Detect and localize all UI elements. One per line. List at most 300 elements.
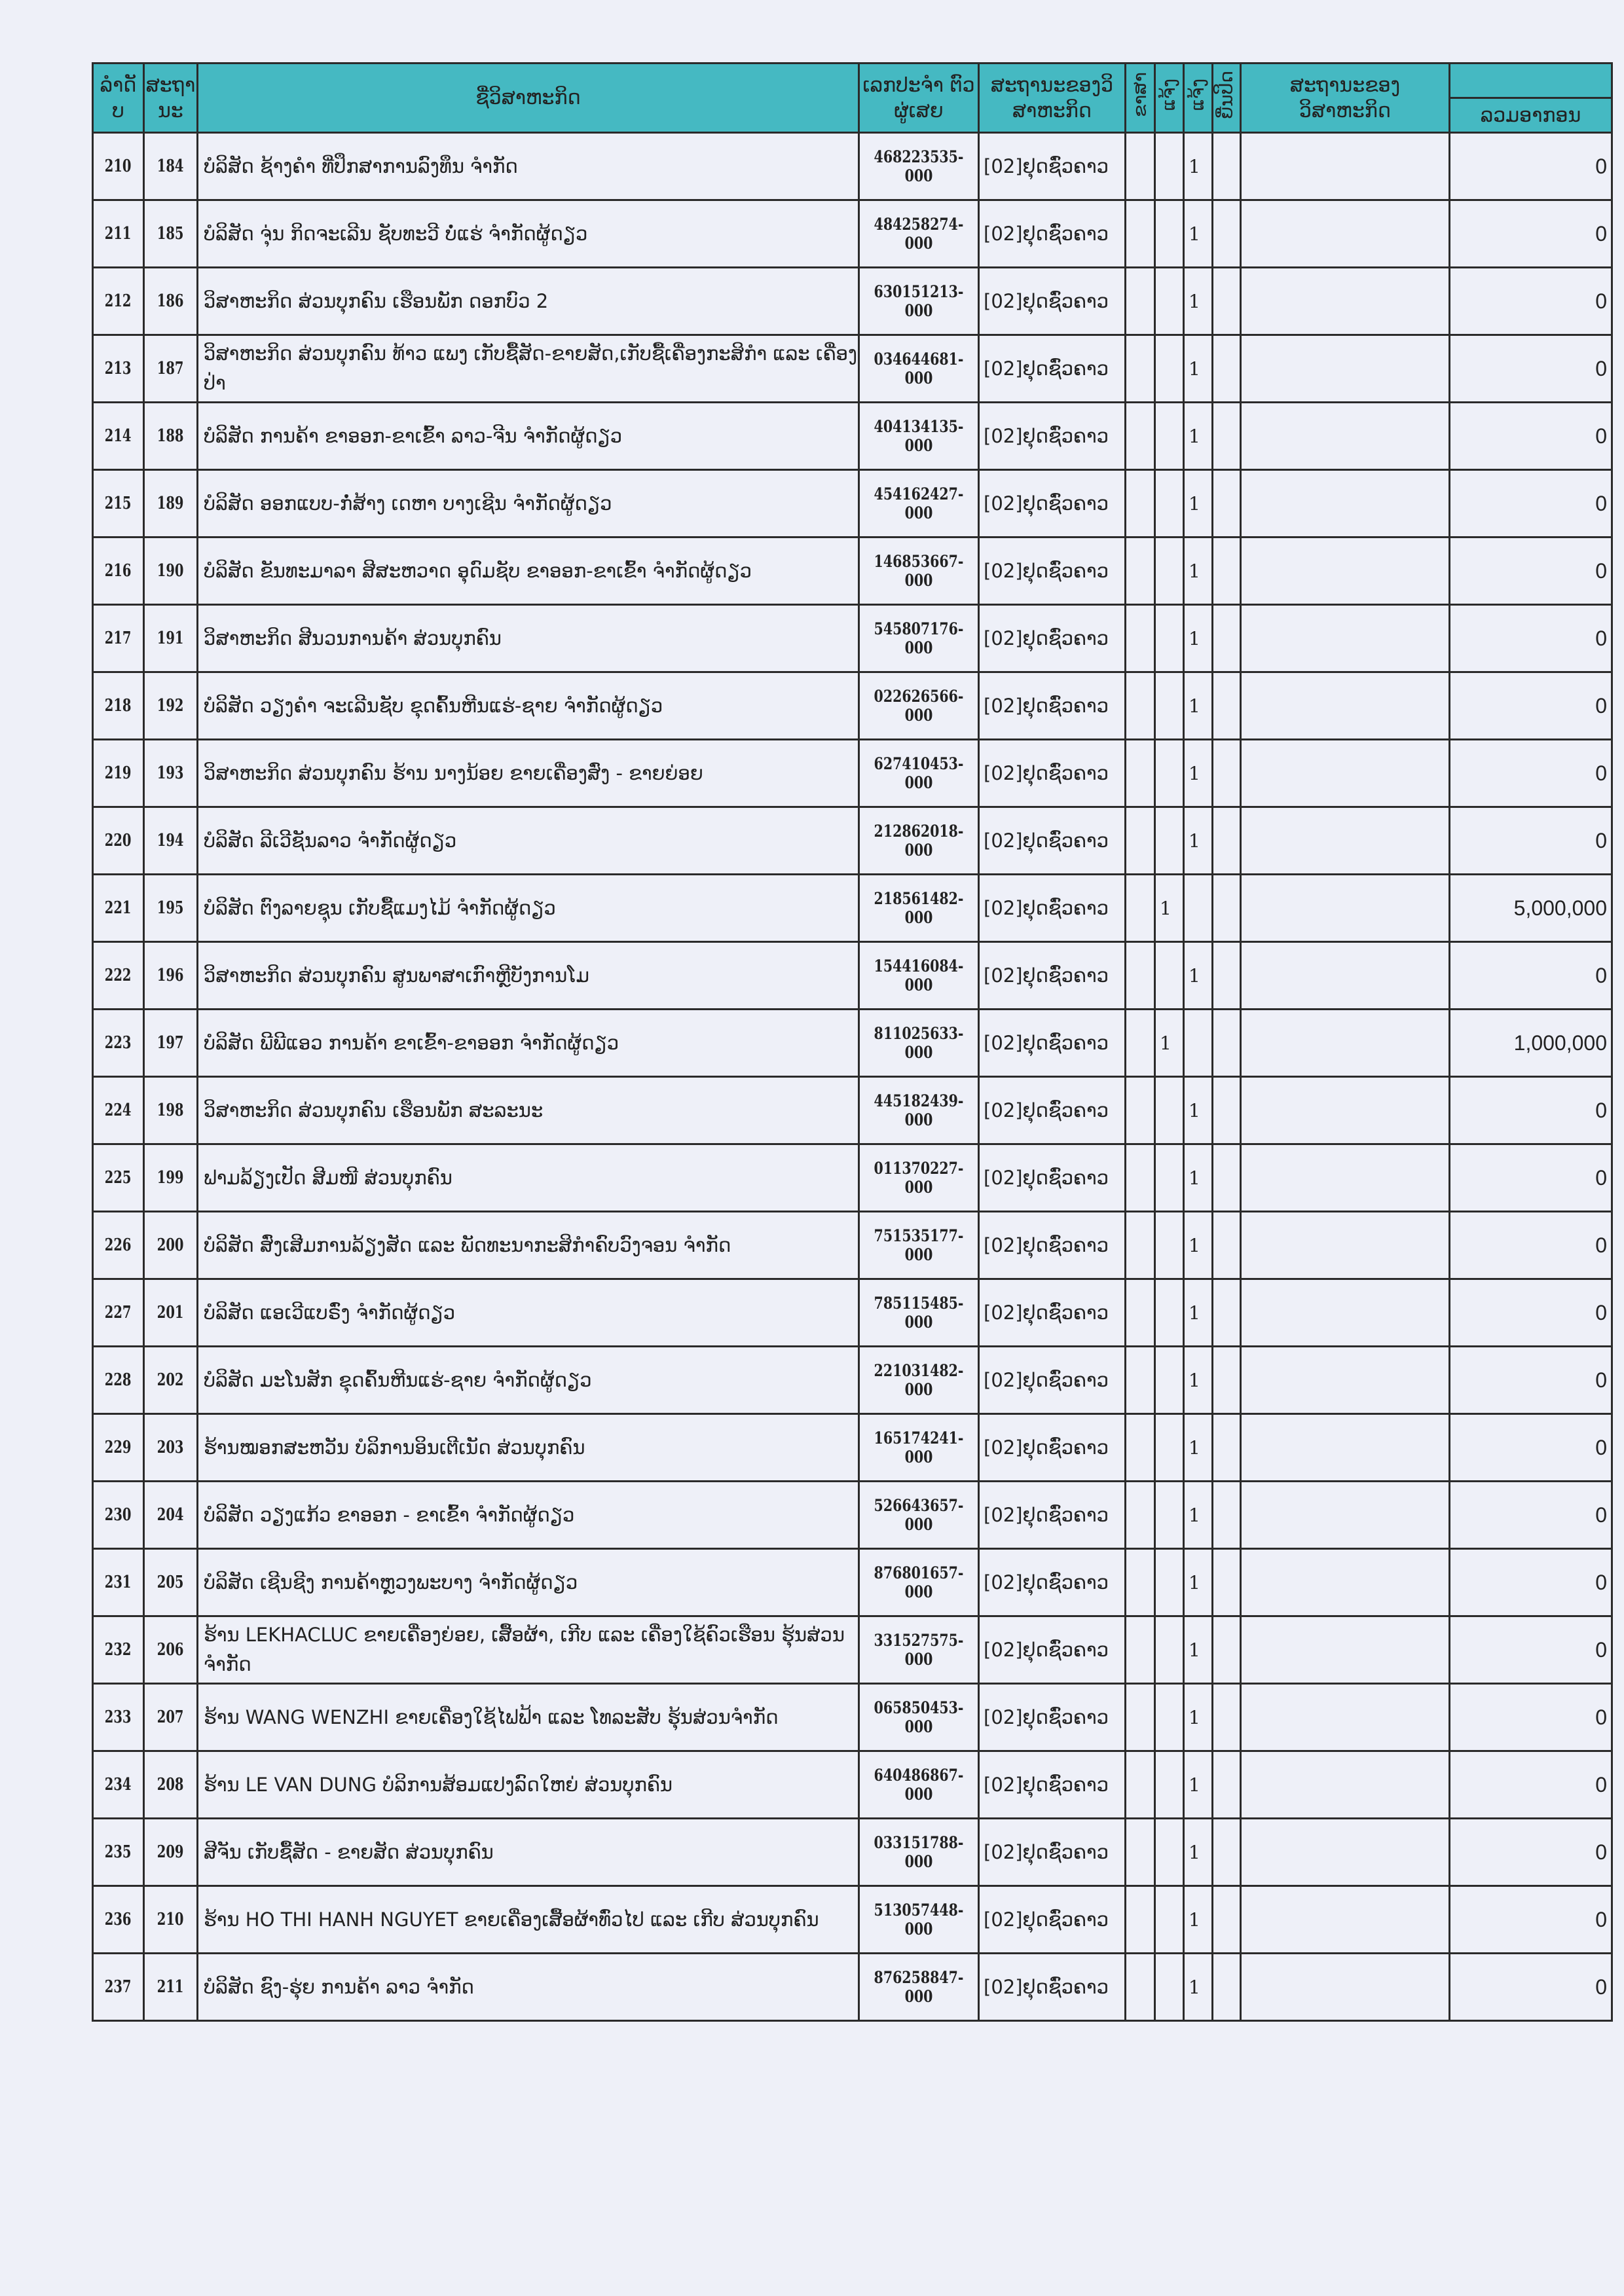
order-cell-text: 222 [105, 966, 132, 985]
status-no-cell [144, 1347, 198, 1414]
order-cell [93, 1279, 144, 1347]
biz-state-cell [1241, 538, 1450, 605]
company-name-cell: ບໍລິສັດ ການຄ້າ ຂາອອກ-ຂາເຂົ້າ ລາວ-ຈີນ ຈຳກັດຜູ້ດຽວ [198, 403, 859, 470]
order-cell [93, 672, 144, 740]
flag-v3-cell: 1 [1184, 268, 1213, 335]
flag-v3-cell: 1 [1184, 1549, 1213, 1616]
flag-v2-cell [1155, 942, 1184, 1010]
flag-v1-cell [1126, 1819, 1155, 1886]
tax-id-cell [859, 1347, 979, 1414]
flag-v3-cell: 1 [1184, 1616, 1213, 1684]
table-row [93, 875, 1612, 942]
table-row [93, 538, 1612, 605]
biz-status-cell: [02]ຢຸດຊົ່ວຄາວ [979, 470, 1126, 538]
tax-amount-cell: 0 [1450, 672, 1612, 740]
tax-id-cell [859, 1616, 979, 1684]
company-name-cell: ບໍລິສັດ ຕົງລາຍຊຸນ ເກັບຊື້ແມງໄມ້ ຈຳກັດຜູ້ດຽວ [198, 875, 859, 942]
header-biz-state: ສະຖານະຂອງ ວິສາຫະກິດ [1241, 64, 1450, 133]
biz-status-cell: [02]ຢຸດຊົ່ວຄາວ [979, 740, 1126, 807]
flag-v3-cell: 1 [1184, 1279, 1213, 1347]
status-no-cell [144, 1279, 198, 1347]
tax-id-cell [859, 268, 979, 335]
flag-v1-cell [1126, 1684, 1155, 1751]
order-cell-text: 225 [105, 1168, 132, 1188]
order-cell [93, 133, 144, 200]
flag-v1-cell [1126, 1347, 1155, 1414]
flag-v4-cell [1213, 672, 1241, 740]
biz-status-cell: [02]ຢຸດຊົ່ວຄາວ [979, 1751, 1126, 1819]
status-no-cell-text: 191 [157, 629, 184, 648]
table-row [93, 335, 1612, 403]
biz-state-cell [1241, 740, 1450, 807]
status-no-cell-text: 202 [157, 1370, 184, 1390]
header-v2 [1155, 64, 1184, 133]
order-cell [93, 200, 144, 268]
flag-v4-cell [1213, 1279, 1241, 1347]
tax-id-cell-text: 212862018-000 [874, 822, 964, 860]
flag-v1-cell [1126, 1414, 1155, 1482]
flag-v4-cell [1213, 1886, 1241, 1954]
flag-v1-cell [1126, 1954, 1155, 2021]
flag-v1-cell [1126, 875, 1155, 942]
order-cell-text: 212 [105, 291, 132, 311]
status-no-cell [144, 1077, 198, 1144]
order-cell [93, 1144, 144, 1212]
company-name-cell: ຮ້ານ HO THI HANH NGUYET ຂາຍເຄື່ອງເສື້ອຜ້າທົ່ວໄປ ແລະ ເກີບ ສ່ວນບຸກຄົນ [198, 1886, 859, 1954]
flag-v4-cell [1213, 1549, 1241, 1616]
biz-status-cell: [02]ຢຸດຊົ່ວຄາວ [979, 1549, 1126, 1616]
biz-status-cell: [02]ຢຸດຊົ່ວຄາວ [979, 1347, 1126, 1414]
company-name-cell: ຮ້ານ LE VAN DUNG ບໍລິການສ້ອມແປງລົດໃຫຍ່ ສ່ວນບຸກຄົນ [198, 1751, 859, 1819]
flag-v2-cell [1155, 1212, 1184, 1279]
tax-amount-cell: 0 [1450, 538, 1612, 605]
order-cell-text: 232 [105, 1640, 132, 1660]
flag-v3-cell: 1 [1184, 672, 1213, 740]
flag-v4-cell [1213, 1414, 1241, 1482]
flag-v4-cell [1213, 875, 1241, 942]
status-no-cell [144, 268, 198, 335]
status-no-cell-text: 185 [157, 224, 184, 244]
tax-id-cell-text: 526643657-000 [874, 1496, 964, 1534]
flag-v4-cell [1213, 1751, 1241, 1819]
tax-amount-cell: 0 [1450, 1549, 1612, 1616]
tax-id-cell-text: 065850453-000 [874, 1698, 964, 1736]
status-no-cell-text: 186 [157, 291, 184, 311]
flag-v4-cell [1213, 1347, 1241, 1414]
status-no-cell-text: 198 [157, 1101, 184, 1120]
status-no-cell [144, 335, 198, 403]
tax-id-cell-text: 876258847-000 [874, 1968, 964, 2006]
status-no-cell [144, 1144, 198, 1212]
tax-id-cell-text: 011370227-000 [874, 1159, 964, 1197]
order-cell [93, 1616, 144, 1684]
table-row [93, 133, 1612, 200]
status-no-cell-text: 195 [157, 898, 184, 918]
biz-state-cell [1241, 1212, 1450, 1279]
biz-state-cell [1241, 1684, 1450, 1751]
flag-v1-cell [1126, 1549, 1155, 1616]
order-cell-text: 221 [105, 898, 132, 918]
order-cell-text: 215 [105, 494, 132, 513]
tax-id-cell [859, 1279, 979, 1347]
status-no-cell-text: 192 [157, 696, 184, 716]
tax-amount-cell: 0 [1450, 1279, 1612, 1347]
tax-id-cell [859, 1212, 979, 1279]
tax-id-cell-text: 165174241-000 [874, 1429, 964, 1467]
table-row [93, 942, 1612, 1010]
tax-id-cell-text: 404134135-000 [874, 417, 964, 455]
order-cell-text: 210 [105, 156, 132, 176]
header-v3 [1184, 64, 1213, 133]
tax-id-cell [859, 875, 979, 942]
header-tax-id: ເລກປະຈຳ ຕົວຜູ່ເສຍ [859, 64, 979, 133]
company-name-cell: ວິສາຫະກິດ ສ່ວນບຸກຄົນ ຮ້ານ ນາງນ້ອຍ ຂາຍເຄື່ອງສົ່ງ - ຂາຍຍ່ອຍ [198, 740, 859, 807]
flag-v2-cell [1155, 268, 1184, 335]
flag-v2-cell [1155, 1751, 1184, 1819]
order-cell [93, 1819, 144, 1886]
status-no-cell-text: 190 [157, 561, 184, 581]
company-name-cell: ຟາມລ້ຽງເປັດ ສີມໜີ ສ່ວນບຸກຄົນ [198, 1144, 859, 1212]
tax-amount-cell: 0 [1450, 1954, 1612, 2021]
tax-amount-cell: 0 [1450, 807, 1612, 875]
table-row [93, 672, 1612, 740]
flag-v1-cell [1126, 268, 1155, 335]
order-cell-text: 218 [105, 696, 132, 716]
tax-id-cell-text: 811025633-000 [874, 1024, 964, 1062]
tax-amount-cell: 0 [1450, 1212, 1612, 1279]
order-cell [93, 1414, 144, 1482]
tax-id-cell [859, 1819, 979, 1886]
flag-v3-cell: 1 [1184, 1212, 1213, 1279]
status-no-cell-text: 196 [157, 966, 184, 985]
status-no-cell [144, 538, 198, 605]
biz-state-cell [1241, 672, 1450, 740]
tax-id-cell-text: 876801657-000 [874, 1563, 964, 1601]
company-name-cell: ສີຈັນ ເກັບຊື້ສັດ - ຂາຍສັດ ສ່ວນບຸກຄົນ [198, 1819, 859, 1886]
status-no-cell [144, 1010, 198, 1077]
order-cell-text: 216 [105, 561, 132, 581]
biz-state-cell [1241, 1886, 1450, 1954]
order-cell [93, 1212, 144, 1279]
flag-v4-cell [1213, 807, 1241, 875]
table-row [93, 807, 1612, 875]
tax-amount-cell: 0 [1450, 740, 1612, 807]
status-no-cell [144, 470, 198, 538]
order-cell-text: 236 [105, 1910, 132, 1929]
tax-id-cell-text: 221031482-000 [874, 1361, 964, 1399]
table-row [93, 1414, 1612, 1482]
flag-v1-cell [1126, 335, 1155, 403]
flag-v3-cell: 1 [1184, 740, 1213, 807]
status-no-cell [144, 1414, 198, 1482]
tax-id-cell [859, 1077, 979, 1144]
tax-id-cell-text: 751535177-000 [874, 1226, 964, 1264]
company-name-cell: ບໍລິສັດ ວຽງຄຳ ຈະເລີນຊັບ ຂຸດຄົ້ນຫີນແຮ່-ຊາຍ ຈຳກັດຜູ້ດຽວ [198, 672, 859, 740]
tax-id-cell-text: 640486867-000 [874, 1766, 964, 1804]
flag-v1-cell [1126, 1482, 1155, 1549]
tax-id-cell-text: 154416084-000 [874, 957, 964, 994]
biz-state-cell [1241, 807, 1450, 875]
tax-id-cell-text: 146853667-000 [874, 552, 964, 590]
company-name-cell: ບໍລິສັດ ຂັນທະມາລາ ສີສະຫວາດ ອຸດົມຊັບ ຂາອອກ-ຂາເຂົ້າ ຈຳກັດຜູ້ດຽວ [198, 538, 859, 605]
order-cell [93, 403, 144, 470]
flag-v2-cell [1155, 672, 1184, 740]
tax-id-cell [859, 1684, 979, 1751]
order-cell-text: 223 [105, 1033, 132, 1053]
biz-state-cell [1241, 1347, 1450, 1414]
tax-amount-cell: 0 [1450, 1886, 1612, 1954]
flag-v4-cell [1213, 268, 1241, 335]
flag-v4-cell [1213, 538, 1241, 605]
tax-id-cell [859, 605, 979, 672]
tax-id-cell [859, 1886, 979, 1954]
flag-v2-cell [1155, 1954, 1184, 2021]
flag-v3-cell: 1 [1184, 1684, 1213, 1751]
biz-state-cell [1241, 470, 1450, 538]
tax-id-cell-text: 022626566-000 [874, 687, 964, 725]
biz-state-cell [1241, 133, 1450, 200]
status-no-cell-text: 193 [157, 763, 184, 783]
biz-status-cell: [02]ຢຸດຊົ່ວຄາວ [979, 807, 1126, 875]
biz-state-cell [1241, 1279, 1450, 1347]
status-no-cell-text: 184 [157, 156, 184, 176]
table-row [93, 200, 1612, 268]
table-row [93, 1482, 1612, 1549]
flag-v1-cell [1126, 133, 1155, 200]
flag-v2-cell [1155, 200, 1184, 268]
order-cell-text: 228 [105, 1370, 132, 1390]
flag-v2-cell [1155, 1684, 1184, 1751]
order-cell [93, 538, 144, 605]
status-no-cell [144, 1549, 198, 1616]
status-no-cell-text: 206 [157, 1640, 184, 1660]
company-name-cell: ບໍລິສັດ ພີພີແອວ ການຄ້າ ຂາເຂົ້າ-ຂາອອກ ຈຳກັດຜູ້ດຽວ [198, 1010, 859, 1077]
flag-v2-cell [1155, 1077, 1184, 1144]
biz-status-cell: [02]ຢຸດຊົ່ວຄາວ [979, 538, 1126, 605]
flag-v2-cell [1155, 807, 1184, 875]
tax-amount-cell: 0 [1450, 605, 1612, 672]
order-cell-text: 211 [105, 224, 132, 244]
biz-status-cell: [02]ຢຸດຊົ່ວຄາວ [979, 268, 1126, 335]
tax-id-cell [859, 403, 979, 470]
biz-status-cell: [02]ຢຸດຊົ່ວຄາວ [979, 133, 1126, 200]
biz-status-cell: [02]ຢຸດຊົ່ວຄາວ [979, 335, 1126, 403]
tax-id-cell-text: 785115485-000 [874, 1294, 964, 1332]
header-v2-label: ແຈ້ງ [1158, 78, 1180, 111]
table-row [93, 1616, 1612, 1684]
biz-state-cell [1241, 942, 1450, 1010]
flag-v3-cell [1184, 1010, 1213, 1077]
company-name-cell: ບໍລິສັດ ລີເວີຊັນລາວ ຈຳກັດຜູ້ດຽວ [198, 807, 859, 875]
tax-id-cell [859, 470, 979, 538]
biz-status-cell: [02]ຢຸດຊົ່ວຄາວ [979, 1886, 1126, 1954]
tax-amount-cell: 0 [1450, 1144, 1612, 1212]
tax-id-cell [859, 335, 979, 403]
tax-id-cell [859, 1751, 979, 1819]
flag-v2-cell [1155, 1347, 1184, 1414]
biz-status-cell: [02]ຢຸດຊົ່ວຄາວ [979, 1414, 1126, 1482]
biz-status-cell: [02]ຢຸດຊົ່ວຄາວ [979, 1684, 1126, 1751]
flag-v4-cell [1213, 1212, 1241, 1279]
tax-id-cell-text: 627410453-000 [874, 754, 964, 792]
biz-status-cell: [02]ຢຸດຊົ່ວຄາວ [979, 1144, 1126, 1212]
flag-v4-cell [1213, 335, 1241, 403]
header-status-no: ສະຖາ ນະ [144, 64, 198, 133]
header-amount-top [1450, 64, 1612, 98]
flag-v1-cell [1126, 807, 1155, 875]
order-cell [93, 1886, 144, 1954]
order-cell-text: 231 [105, 1573, 132, 1592]
flag-v4-cell [1213, 1819, 1241, 1886]
flag-v4-cell [1213, 403, 1241, 470]
flag-v4-cell [1213, 605, 1241, 672]
biz-state-cell [1241, 1616, 1450, 1684]
status-no-cell [144, 200, 198, 268]
order-cell [93, 942, 144, 1010]
tax-id-cell [859, 538, 979, 605]
tax-id-cell-text: 445182439-000 [874, 1091, 964, 1129]
company-name-cell: ບໍລິສັດ ຊົງ-ຮຸ່ຍ ການຄ້າ ລາວ ຈຳກັດ [198, 1954, 859, 2021]
biz-state-cell [1241, 1482, 1450, 1549]
flag-v4-cell [1213, 740, 1241, 807]
flag-v1-cell [1126, 1010, 1155, 1077]
flag-v1-cell [1126, 403, 1155, 470]
order-cell-text: 234 [105, 1775, 132, 1795]
biz-status-cell: [02]ຢຸດຊົ່ວຄາວ [979, 942, 1126, 1010]
company-name-cell: ບໍລິສັດ ແອເວີແບຣົ່ງ ຈຳກັດຜູ້ດຽວ [198, 1279, 859, 1347]
company-name-cell: ຮ້ານ LEKHACLUC ຂາຍເຄື່ອງຍ່ອຍ, ເສື້ອຜ້າ, ເກີບ ແລະ ເຄື່ອງໃຊ້ຄົວເຮືອນ ຮຸ້ນສ່ວນຈຳກັດ [198, 1616, 859, 1684]
flag-v2-cell [1155, 1616, 1184, 1684]
tax-amount-cell: 1,000,000 [1450, 1010, 1612, 1077]
status-no-cell [144, 1482, 198, 1549]
flag-v3-cell: 1 [1184, 200, 1213, 268]
order-cell-text: 224 [105, 1101, 132, 1120]
tax-amount-cell: 0 [1450, 1819, 1612, 1886]
flag-v3-cell: 1 [1184, 133, 1213, 200]
flag-v2-cell [1155, 1886, 1184, 1954]
status-no-cell [144, 942, 198, 1010]
biz-status-cell: [02]ຢຸດຊົ່ວຄາວ [979, 1279, 1126, 1347]
order-cell [93, 1482, 144, 1549]
order-cell-text: 230 [105, 1505, 132, 1525]
tax-id-cell [859, 807, 979, 875]
flag-v2-cell: 1 [1155, 1010, 1184, 1077]
order-cell-text: 235 [105, 1842, 132, 1862]
table-row [93, 1144, 1612, 1212]
table-row [93, 1684, 1612, 1751]
order-cell [93, 807, 144, 875]
order-cell [93, 605, 144, 672]
company-name-cell: ຮ້ານໝອກສະຫວັນ ບໍລິການອິນເຕີເນັດ ສ່ວນບຸກຄົນ [198, 1414, 859, 1482]
flag-v3-cell: 1 [1184, 1077, 1213, 1144]
order-cell-text: 220 [105, 831, 132, 850]
status-no-cell-text: 210 [157, 1910, 184, 1929]
table-row [93, 1954, 1612, 2021]
biz-state-cell [1241, 1819, 1450, 1886]
order-cell-text: 226 [105, 1235, 132, 1255]
tax-amount-cell: 0 [1450, 200, 1612, 268]
tax-amount-cell: 0 [1450, 942, 1612, 1010]
table-row [93, 1212, 1612, 1279]
tax-id-cell-text: 468223535-000 [874, 147, 964, 185]
flag-v3-cell: 1 [1184, 1886, 1213, 1954]
status-no-cell [144, 807, 198, 875]
flag-v2-cell [1155, 1144, 1184, 1212]
flag-v1-cell [1126, 942, 1155, 1010]
flag-v2-cell [1155, 403, 1184, 470]
company-name-cell: ບໍລິສັດ ວຽງແກ້ວ ຂາອອກ - ຂາເຂົ້າ ຈຳກັດຜູ້ດຽວ [198, 1482, 859, 1549]
status-no-cell-text: 200 [157, 1235, 184, 1255]
flag-v2-cell [1155, 1819, 1184, 1886]
company-name-cell: ວິສາຫະກິດ ສ່ວນບຸກຄົນ ທ້າວ ແພງ ເກັບຊື້ສັດ-ຂາຍສັດ,ເກັບຊື້ເຄື່ອງກະສິກຳ ແລະ ເຄື່ອງປ່າ [198, 335, 859, 403]
table-row [93, 740, 1612, 807]
status-no-cell-text: 188 [157, 426, 184, 446]
status-no-cell-text: 194 [157, 831, 184, 850]
flag-v3-cell: 1 [1184, 1347, 1213, 1414]
status-no-cell-text: 201 [157, 1303, 184, 1322]
company-name-cell: ບໍລິສັດ ຊ້າງຄຳ ທີ່ປຶກສາການລົງທຶນ ຈຳກັດ [198, 133, 859, 200]
tax-id-cell-text: 033151788-000 [874, 1833, 964, 1871]
flag-v4-cell [1213, 1616, 1241, 1684]
order-cell [93, 1549, 144, 1616]
tax-amount-cell: 0 [1450, 1077, 1612, 1144]
biz-status-cell: [02]ຢຸດຊົ່ວຄາວ [979, 200, 1126, 268]
status-no-cell [144, 1886, 198, 1954]
status-no-cell-text: 199 [157, 1168, 184, 1188]
flag-v3-cell: 1 [1184, 470, 1213, 538]
biz-status-cell: [02]ຢຸດຊົ່ວຄາວ [979, 1010, 1126, 1077]
flag-v4-cell [1213, 133, 1241, 200]
biz-state-cell [1241, 200, 1450, 268]
table-row [93, 470, 1612, 538]
biz-state-cell [1241, 1144, 1450, 1212]
biz-state-cell [1241, 335, 1450, 403]
tax-id-cell [859, 1144, 979, 1212]
tax-id-cell [859, 1414, 979, 1482]
table-row [93, 1751, 1612, 1819]
tax-id-cell [859, 740, 979, 807]
flag-v2-cell [1155, 335, 1184, 403]
tax-id-cell-text: 034644681-000 [874, 350, 964, 388]
tax-amount-cell: 0 [1450, 470, 1612, 538]
biz-state-cell [1241, 605, 1450, 672]
flag-v1-cell [1126, 605, 1155, 672]
header-order: ລຳດັ ບ [93, 64, 144, 133]
order-cell-text: 233 [105, 1707, 132, 1727]
order-cell [93, 1347, 144, 1414]
company-name-cell: ບໍລິສັດ ຈຸ່ນ ກິດຈະເລີນ ຊັບທະວີ ບໍ່ແຮ່ ຈຳກັດຜູ້ດຽວ [198, 200, 859, 268]
status-no-cell [144, 605, 198, 672]
flag-v1-cell [1126, 1616, 1155, 1684]
flag-v1-cell [1126, 1751, 1155, 1819]
order-cell [93, 1077, 144, 1144]
status-no-cell [144, 133, 198, 200]
order-cell-text: 229 [105, 1438, 132, 1457]
flag-v2-cell [1155, 1279, 1184, 1347]
biz-state-cell [1241, 1954, 1450, 2021]
flag-v2-cell [1155, 740, 1184, 807]
order-cell-text: 214 [105, 426, 132, 446]
company-name-cell: ວິສາຫະກິດ ສີນວນການຄ້າ ສ່ວນບຸກຄົນ [198, 605, 859, 672]
tax-id-cell-text: 454162427-000 [874, 484, 964, 522]
flag-v1-cell [1126, 538, 1155, 605]
status-no-cell-text: 189 [157, 494, 184, 513]
flag-v4-cell [1213, 1482, 1241, 1549]
status-no-cell [144, 1954, 198, 2021]
tax-amount-cell: 0 [1450, 1684, 1612, 1751]
tax-amount-cell: 0 [1450, 1751, 1612, 1819]
table-row [93, 1886, 1612, 1954]
